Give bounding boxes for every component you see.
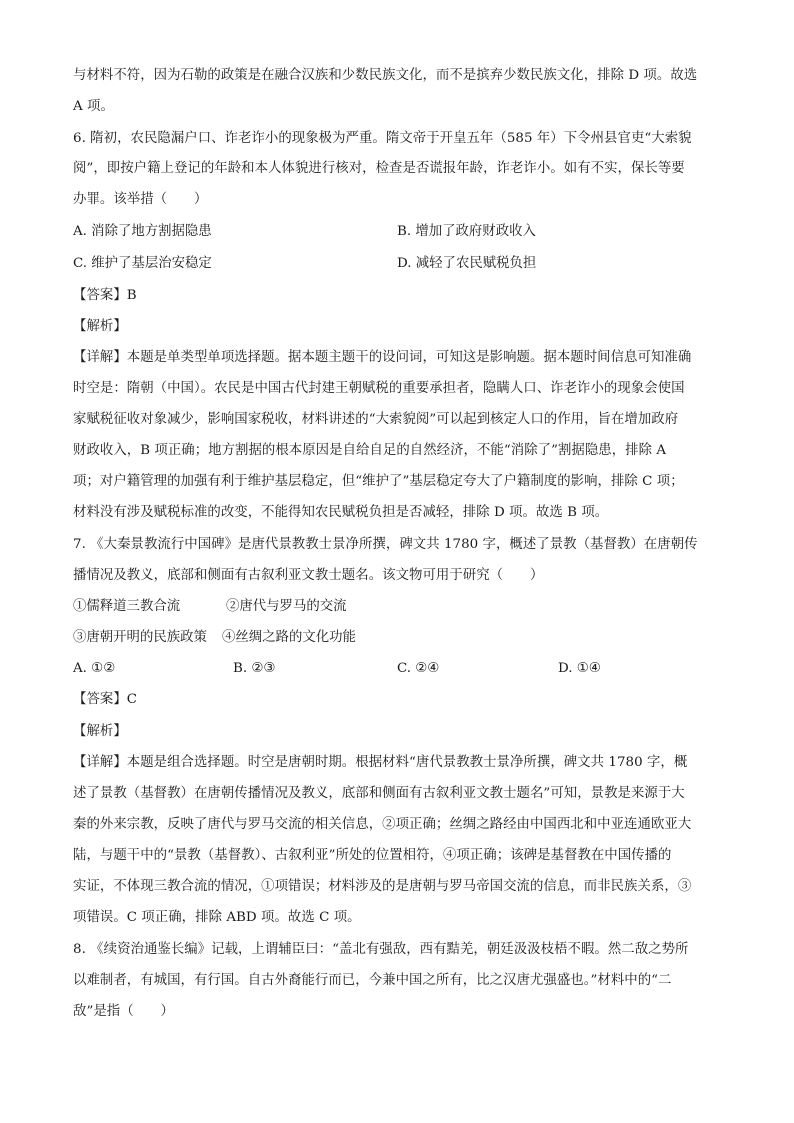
q7-stem-line-1: 7. 《大秦景教流行中国碑》是唐代景教教士景净所撰，碑文共 1780 字，概述了景教（基督教）在唐朝传 — [73, 537, 698, 552]
q6-detail-line-3: 家赋税征收对象减少，影响国家税收，材料讲述的“大索貌阅”可以起到核定人口的作用，旨在增加政府 — [73, 412, 679, 427]
q7-option-b: B. ②③ — [233, 661, 276, 676]
q7-detail-line-3: 秦的外来宗教，反映了唐代与罗马交流的相关信息，②项正确；丝绸之路经由中国西北和中亚连通欧亚大 — [73, 817, 692, 832]
q7-detail-line-6: 项错误。C 项正确，排除 ABD 项。故选 C 项。 — [73, 910, 361, 925]
q7-answer: 【答案】C — [73, 692, 138, 707]
q8-stem-line-2: 以难制者，有城国，有行国。自古外裔能行而已，今兼中国之所有，比之汉唐尤强盛也。”材料中的“二 — [73, 973, 672, 988]
q6-option-a: A. 消除了地方割据隐患 — [73, 224, 212, 239]
q6-answer: 【答案】B — [73, 288, 137, 303]
q7-item-3: ③唐朝开明的民族政策 — [73, 630, 207, 645]
prev-answer-line-2: A 项。 — [73, 99, 114, 114]
q6-stem-line-3: 办罪。该举措（ ） — [73, 192, 208, 207]
q7-analysis-label: 【解析】 — [73, 724, 127, 739]
q7-option-d: D. ①④ — [558, 661, 601, 676]
q7-stem-line-2: 播情况及教义，底部和侧面有古叙利亚文教士题名。该文物可用于研究（ ） — [73, 568, 544, 583]
q7-item-2: ②唐代与罗马的交流 — [226, 599, 347, 614]
q6-detail-line-6: 材料没有涉及赋税标准的改变，不能得知农民赋税负担是否减轻，排除 D 项。故选 B 项。 — [73, 505, 609, 520]
q6-detail-line-4: 财政收入，B 项正确；地方割据的根本原因是自给自足的自然经济，不能“消除了”割据隐患，排除 A — [73, 443, 667, 458]
q8-stem-line-1: 8. 《续资治通鉴长编》记载，上谓辅臣曰：“盖北有强敌，西有黠羌，朝廷汲汲枝梧不暇。然二敌之势所 — [73, 942, 689, 957]
q7-detail-line-4: 陆，与题干中的“景教（基督教）、古叙利亚”所处的位置相符，④项正确；该碑是基督教在中国传播的 — [73, 848, 672, 863]
q6-analysis-label: 【解析】 — [73, 319, 127, 334]
q7-detail-line-2: 述了景教（基督教）在唐朝传播情况及教义，底部和侧面有古叙利亚文教士题名”可知，景教是来源于大 — [73, 786, 685, 801]
q7-detail-line-5: 实证，不体现三教合流的情况，①项错误；材料涉及的是唐朝与罗马帝国交流的信息，而非民族关系，③ — [73, 879, 692, 894]
q6-detail-line-1: 【详解】本题是单类型单项选择题。据本题主题干的设问词，可知这是影响题。据本题时间信息可知准确 — [73, 350, 692, 365]
q6-option-d: D. 减轻了农民赋税负担 — [397, 256, 537, 271]
q7-item-1: ①儒释道三教合流 — [73, 599, 181, 614]
q6-stem-line-1: 6. 隋初，农民隐漏户口、诈老诈小的现象极为严重。隋文帝于开皇五年（585 年）下令州县官吏“大索貌 — [73, 131, 692, 146]
q6-option-c: C. 维护了基层治安稳定 — [73, 256, 212, 271]
q8-stem-line-3: 敌”是指（ ） — [73, 1004, 174, 1019]
prev-answer-line-1: 与材料不符，因为石勒的政策是在融合汉族和少数民族文化，而不是摈弃少数民族文化，排除 D 项。故选 — [73, 68, 698, 83]
q6-stem-line-2: 阅”，即按户籍上登记的年龄和本人体貌进行核对，检查是否谎报年龄，诈老诈小。如有不实，保长等要 — [73, 161, 685, 176]
q6-detail-line-5: 项；对户籍管理的加强有利于维护基层稳定，但“维护了”基层稳定夸大了户籍制度的影响，排除 C 项； — [73, 474, 684, 489]
q7-item-4: ④丝绸之路的文化功能 — [222, 630, 356, 645]
q6-option-b: B. 增加了政府财政收入 — [397, 224, 536, 239]
q6-detail-line-2: 时空是：隋朝（中国）。农民是中国古代封建王朝赋税的重要承担者，隐瞒人口、诈老诈小的现象会使国 — [73, 381, 685, 396]
q7-option-c: C. ②④ — [397, 661, 440, 676]
q7-detail-line-1: 【详解】本题是组合选择题。时空是唐朝时期。根据材料“唐代景教教士景净所撰，碑文共 1780 字，概 — [73, 755, 688, 770]
q7-option-a: A. ①② — [73, 661, 116, 676]
